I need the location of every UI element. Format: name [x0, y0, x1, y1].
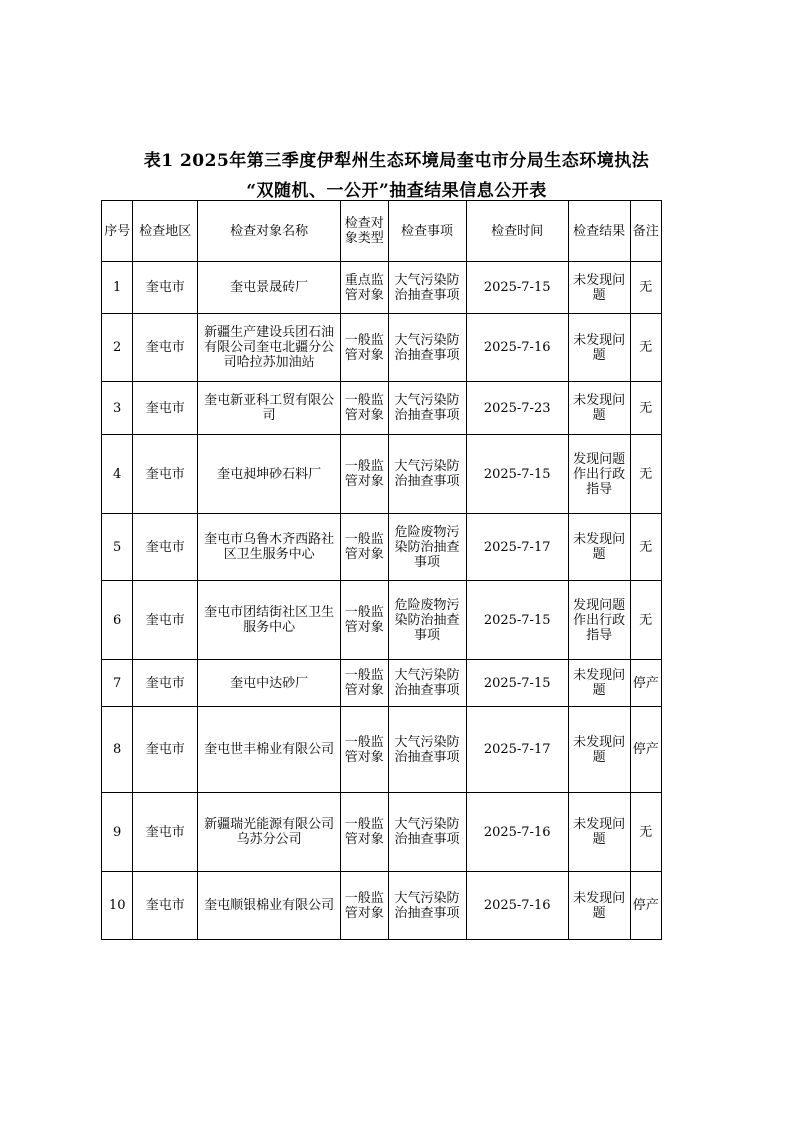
cell-time: 2025-7-16	[466, 872, 568, 940]
cell-name: 奎屯市团结街社区卫生服务中心	[198, 581, 341, 660]
cell-item: 大气污染防治抽查事项	[388, 707, 466, 793]
cell-item: 大气污染防治抽查事项	[388, 314, 466, 382]
document-title-line-2: “双随机、一公开”抽查结果信息公开表	[246, 181, 547, 201]
cell-result: 发现问题作出行政指导	[568, 435, 630, 514]
cell-time: 2025-7-17	[466, 707, 568, 793]
cell-no: 4	[102, 435, 133, 514]
cell-item: 大气污染防治抽查事项	[388, 660, 466, 707]
cell-name: 奎屯世丰棉业有限公司	[198, 707, 341, 793]
cell-no: 3	[102, 382, 133, 435]
cell-name: 奎屯新亚科工贸有限公司	[198, 382, 341, 435]
inspection-results-table	[101, 200, 662, 940]
cell-result: 未发现问题	[568, 382, 630, 435]
cell-time: 2025-7-16	[466, 314, 568, 382]
cell-no: 1	[102, 262, 133, 314]
cell-result: 未发现问题	[568, 872, 630, 940]
cell-type: 一般监管对象	[340, 314, 388, 382]
cell-name: 新疆生产建设兵团石油有限公司奎屯北疆分公司哈拉苏加油站	[198, 314, 341, 382]
cell-area: 奎屯市	[133, 660, 198, 707]
cell-type: 一般监管对象	[340, 793, 388, 872]
cell-result: 发现问题作出行政指导	[568, 581, 630, 660]
cell-note: 停产	[630, 872, 661, 940]
cell-no: 5	[102, 514, 133, 581]
cell-note: 无	[630, 581, 661, 660]
cell-note: 无	[630, 262, 661, 314]
cell-no: 10	[102, 872, 133, 940]
cell-type: 一般监管对象	[340, 872, 388, 940]
cell-result: 未发现问题	[568, 660, 630, 707]
cell-item: 大气污染防治抽查事项	[388, 793, 466, 872]
cell-no: 2	[102, 314, 133, 382]
cell-name: 奎屯中达砂厂	[198, 660, 341, 707]
cell-item: 危险废物污染防治抽查事项	[388, 581, 466, 660]
table-row	[102, 514, 662, 581]
header-note: 备注	[630, 201, 661, 262]
cell-no: 7	[102, 660, 133, 707]
table-row	[102, 435, 662, 514]
cell-time: 2025-7-15	[466, 660, 568, 707]
table-row	[102, 872, 662, 940]
table-row	[102, 262, 662, 314]
cell-no: 8	[102, 707, 133, 793]
table-row	[102, 660, 662, 707]
header-type: 检查对象类型	[340, 201, 388, 262]
cell-name: 奎屯景晟砖厂	[198, 262, 341, 314]
cell-area: 奎屯市	[133, 262, 198, 314]
cell-no: 6	[102, 581, 133, 660]
cell-result: 未发现问题	[568, 793, 630, 872]
table-row	[102, 793, 662, 872]
header-name: 检查对象名称	[198, 201, 341, 262]
cell-time: 2025-7-15	[466, 581, 568, 660]
cell-note: 无	[630, 382, 661, 435]
cell-note: 无	[630, 435, 661, 514]
cell-type: 一般监管对象	[340, 382, 388, 435]
cell-type: 一般监管对象	[340, 435, 388, 514]
cell-type: 一般监管对象	[340, 581, 388, 660]
cell-type: 一般监管对象	[340, 707, 388, 793]
cell-area: 奎屯市	[133, 872, 198, 940]
cell-note: 停产	[630, 707, 661, 793]
cell-time: 2025-7-17	[466, 514, 568, 581]
header-result: 检查结果	[568, 201, 630, 262]
cell-item: 大气污染防治抽查事项	[388, 435, 466, 514]
cell-time: 2025-7-15	[466, 435, 568, 514]
cell-item: 大气污染防治抽查事项	[388, 872, 466, 940]
cell-time: 2025-7-16	[466, 793, 568, 872]
header-item: 检查事项	[388, 201, 466, 262]
cell-no: 9	[102, 793, 133, 872]
cell-result: 未发现问题	[568, 707, 630, 793]
table-row	[102, 382, 662, 435]
cell-item: 危险废物污染防治抽查事项	[388, 514, 466, 581]
cell-note: 无	[630, 314, 661, 382]
cell-item: 大气污染防治抽查事项	[388, 262, 466, 314]
cell-type: 一般监管对象	[340, 514, 388, 581]
cell-note: 停产	[630, 660, 661, 707]
table-row	[102, 314, 662, 382]
table-row	[102, 581, 662, 660]
cell-name: 奎屯顺银棉业有限公司	[198, 872, 341, 940]
table-header-row	[102, 201, 662, 262]
header-area: 检查地区	[133, 201, 198, 262]
header-no: 序号	[102, 201, 133, 262]
table-row	[102, 707, 662, 793]
cell-area: 奎屯市	[133, 514, 198, 581]
cell-time: 2025-7-15	[466, 262, 568, 314]
cell-area: 奎屯市	[133, 382, 198, 435]
cell-result: 未发现问题	[568, 314, 630, 382]
cell-item: 大气污染防治抽查事项	[388, 382, 466, 435]
cell-name: 奎屯昶坤砂石料厂	[198, 435, 341, 514]
cell-area: 奎屯市	[133, 581, 198, 660]
cell-type: 重点监管对象	[340, 262, 388, 314]
cell-name: 奎屯市乌鲁木齐西路社区卫生服务中心	[198, 514, 341, 581]
header-time: 检查时间	[466, 201, 568, 262]
cell-note: 无	[630, 793, 661, 872]
cell-time: 2025-7-23	[466, 382, 568, 435]
cell-area: 奎屯市	[133, 707, 198, 793]
cell-area: 奎屯市	[133, 314, 198, 382]
cell-result: 未发现问题	[568, 262, 630, 314]
cell-name: 新疆瑞光能源有限公司乌苏分公司	[198, 793, 341, 872]
cell-note: 无	[630, 514, 661, 581]
cell-area: 奎屯市	[133, 435, 198, 514]
cell-type: 一般监管对象	[340, 660, 388, 707]
cell-area: 奎屯市	[133, 793, 198, 872]
document-title-line-1: 表1 2025年第三季度伊犁州生态环境局奎屯市分局生态环境执法	[143, 151, 650, 171]
cell-result: 未发现问题	[568, 514, 630, 581]
